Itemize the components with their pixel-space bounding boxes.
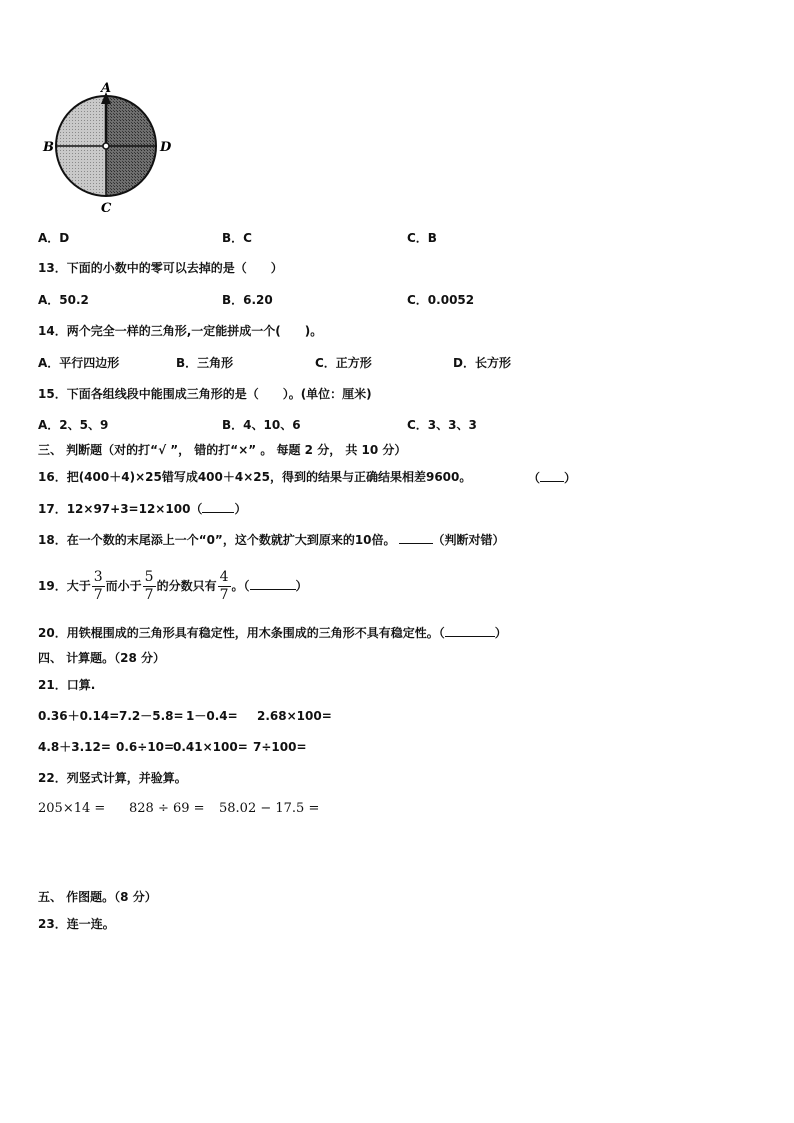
- pivot-dot: [103, 143, 109, 149]
- denominator: 7: [93, 587, 103, 603]
- q14-stem: 14．两个完全一样的三角形,一定能拼成一个( )。: [38, 324, 323, 338]
- paren-close: ）: [295, 579, 308, 593]
- q20-stem: 20．用铁棍围成的三角形具有稳定性，用木条围成的三角形不具有稳定性。: [38, 626, 439, 640]
- q16-answer[interactable]: [528, 469, 576, 486]
- numerator: 4: [219, 569, 229, 585]
- q21-stem: 21．口算.: [38, 678, 96, 692]
- answer-blank[interactable]: [540, 469, 564, 482]
- label-d: D: [160, 140, 172, 155]
- q13-option-a[interactable]: A．50.2: [38, 293, 89, 307]
- q21-item-2: 7.2－5.8=: [119, 709, 184, 723]
- q14-option-c[interactable]: C．正方形: [315, 356, 372, 370]
- fraction-5-7: [143, 569, 156, 604]
- q21-item-4: 2.68×100=: [257, 709, 332, 723]
- paren-close: ）: [234, 502, 247, 516]
- q18-tail: （判断对错）: [432, 533, 505, 547]
- q22-item-2: 828 ÷ 69 =: [129, 801, 205, 816]
- numerator: 3: [93, 569, 103, 585]
- section-3-heading: 三、 判断题（对的打“√ ”， 错的打“×” 。 每题 2 分， 共 10 分）: [38, 443, 407, 457]
- paren-open: （: [438, 626, 445, 640]
- spinner-diagram: [36, 78, 186, 218]
- q21-item-5: 4.8＋3.12=: [38, 740, 111, 754]
- q21-item-1: 0.36＋0.14=: [38, 709, 120, 723]
- paren-close: ）: [564, 471, 577, 485]
- q17-answer-blank[interactable]: [202, 500, 234, 513]
- fraction-3-7: [92, 569, 105, 604]
- q18-line: [38, 531, 505, 548]
- q12-option-b[interactable]: B．C: [222, 231, 252, 245]
- paren-open: （: [243, 579, 250, 593]
- q19-answer-blank[interactable]: [250, 577, 296, 590]
- q15-option-b[interactable]: B．4、10、6: [222, 418, 301, 432]
- label-a: A: [101, 81, 112, 96]
- numerator: 5: [144, 569, 154, 585]
- q12-option-c[interactable]: C．B: [407, 231, 437, 245]
- q19-mid2: 的分数只有: [156, 579, 217, 593]
- paren-open: （: [190, 502, 203, 516]
- q19-mid1: 而小于: [105, 579, 142, 593]
- q17-line: [38, 500, 246, 517]
- q21-item-8: 7÷100=: [253, 740, 307, 754]
- q15-option-a[interactable]: A．2、5、9: [38, 418, 109, 432]
- q14-option-a[interactable]: A．平行四边形: [38, 356, 120, 370]
- q20-answer-blank[interactable]: [445, 624, 495, 637]
- q12-option-a[interactable]: A．D: [38, 231, 70, 245]
- q19-prefix: 19．大于: [38, 579, 91, 593]
- q23-stem: 23．连一连。: [38, 917, 115, 931]
- q21-item-3: 1－0.4=: [186, 709, 238, 723]
- fraction-4-7: [218, 569, 231, 604]
- label-c: C: [101, 201, 112, 216]
- label-b: B: [43, 140, 54, 155]
- q15-stem: 15．下面各组线段中能围成三角形的是（ ）。(单位：厘米): [38, 387, 372, 401]
- q13-stem: 13．下面的小数中的零可以去掉的是（ ）: [38, 261, 283, 275]
- q17-stem: 17．12×97+3=12×100: [38, 502, 191, 516]
- q18-stem: 18．在一个数的末尾添上一个“0”，这个数就扩大到原来的10倍。: [38, 533, 396, 547]
- q14-option-d[interactable]: D．长方形: [453, 356, 511, 370]
- q22-item-1: 205×14 =: [38, 801, 106, 816]
- denominator: 7: [144, 587, 154, 603]
- section-4-heading: 四、 计算题。（28 分）: [38, 651, 166, 665]
- q19-line: [38, 566, 308, 606]
- q21-item-6: 0.6÷10=: [116, 740, 175, 754]
- section-5-heading: 五、 作图题。（8 分）: [38, 890, 157, 904]
- q19-suffix: 。: [231, 579, 244, 593]
- q22-item-3: 58.02 − 17.5 =: [219, 801, 320, 816]
- q16-stem: 16．把(400＋4)×25错写成400＋4×25，得到的结果与正确结果相差9600。: [38, 470, 472, 484]
- q21-item-7: 0.41×100=: [173, 740, 248, 754]
- paren-open: （: [528, 471, 541, 485]
- q13-option-c[interactable]: C．0.0052: [407, 293, 475, 307]
- denominator: 7: [219, 587, 229, 603]
- q22-stem: 22．列竖式计算，并验算。: [38, 771, 187, 785]
- q14-option-b[interactable]: B．三角形: [176, 356, 234, 370]
- q13-option-b[interactable]: B．6.20: [222, 293, 273, 307]
- q18-answer-blank[interactable]: [399, 531, 433, 544]
- q20-line: [38, 624, 507, 641]
- paren-close: ）: [494, 626, 507, 640]
- q15-option-c[interactable]: C．3、3、3: [407, 418, 477, 432]
